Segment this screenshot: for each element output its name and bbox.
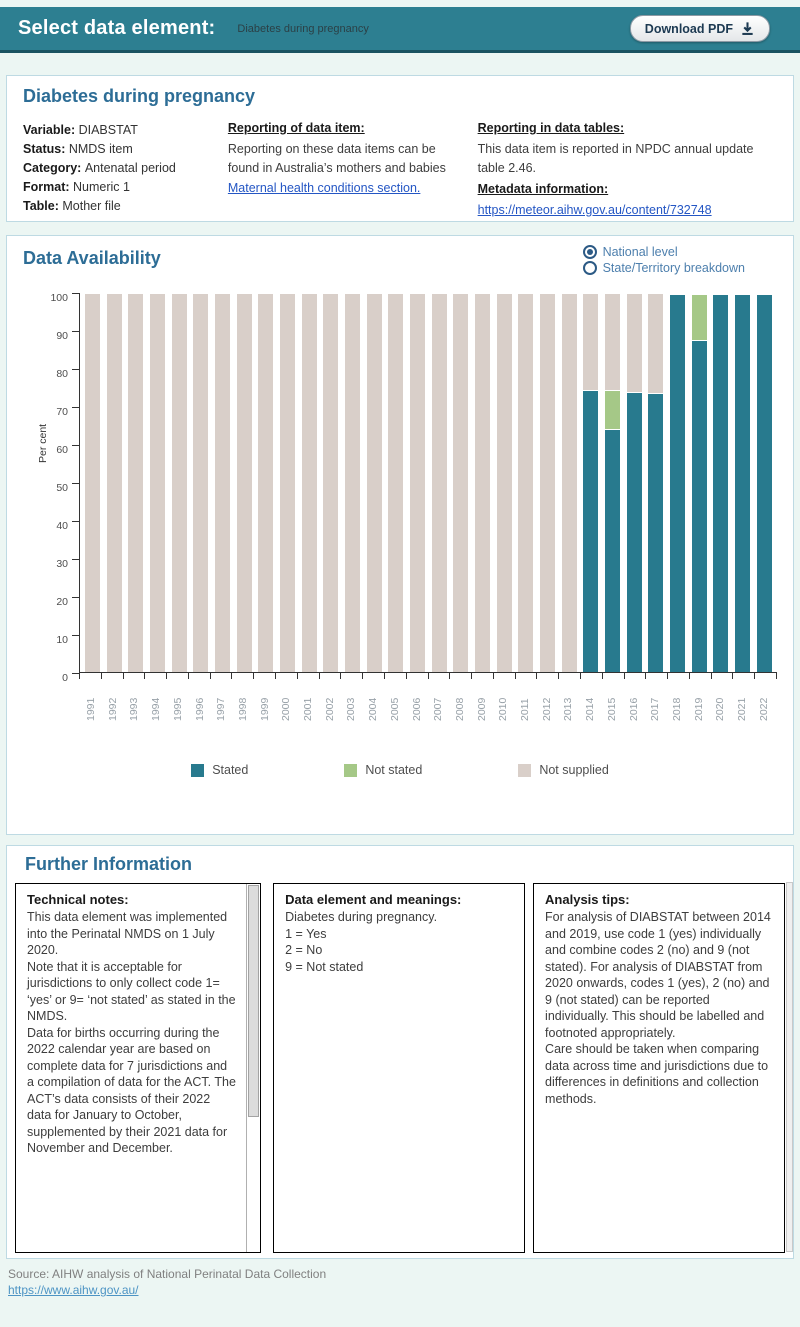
reporting-item-heading: Reporting of data item: bbox=[227, 121, 365, 135]
data-availability-panel bbox=[6, 235, 794, 835]
field-row bbox=[23, 140, 228, 159]
availability-chart bbox=[23, 293, 777, 777]
x-tick-label: 2002 bbox=[323, 697, 336, 721]
y-tick bbox=[72, 407, 79, 408]
x-tick-label: 2020 bbox=[714, 697, 727, 721]
bar-2008[interactable] bbox=[453, 293, 468, 672]
y-tick bbox=[72, 331, 79, 332]
segment-not-supplied bbox=[172, 293, 187, 672]
segment-not-supplied bbox=[150, 293, 165, 672]
segment-not-supplied bbox=[367, 293, 382, 672]
field-label: Format: bbox=[23, 180, 73, 194]
segment-stated bbox=[670, 294, 685, 672]
y-tick bbox=[72, 559, 79, 560]
bar-2018[interactable] bbox=[670, 293, 685, 672]
technical-notes-box[interactable] bbox=[15, 883, 261, 1253]
radio-state-territory[interactable] bbox=[583, 261, 745, 275]
x-tick bbox=[406, 673, 407, 679]
bar-2009[interactable] bbox=[475, 293, 490, 672]
y-tick-label: 20 bbox=[56, 596, 68, 608]
bar-2019[interactable] bbox=[692, 293, 707, 672]
x-tick-label: 2011 bbox=[519, 698, 532, 721]
x-tick bbox=[624, 673, 625, 679]
bar-2016[interactable] bbox=[627, 293, 642, 672]
bar-1999[interactable] bbox=[258, 293, 273, 672]
y-tick bbox=[72, 369, 79, 370]
x-axis-labels bbox=[79, 679, 777, 725]
bar-2000[interactable] bbox=[280, 293, 295, 672]
segment-not-supplied bbox=[237, 293, 252, 672]
y-tick bbox=[72, 673, 79, 674]
legend-swatch bbox=[344, 764, 357, 777]
bar-2002[interactable] bbox=[323, 293, 338, 672]
field-value: NMDS item bbox=[68, 142, 133, 156]
y-tick-label: 0 bbox=[62, 672, 68, 684]
segment-not-supplied bbox=[605, 293, 620, 390]
segment-not-stated bbox=[605, 390, 620, 430]
field-value: DIABSTAT bbox=[78, 123, 138, 137]
x-tick bbox=[667, 673, 668, 679]
segment-not-supplied bbox=[410, 293, 425, 672]
further-information-panel bbox=[6, 845, 794, 1259]
bar-2014[interactable] bbox=[583, 293, 598, 672]
segment-not-supplied bbox=[518, 293, 533, 672]
x-tick bbox=[449, 673, 450, 679]
radio-label: National level bbox=[602, 245, 678, 259]
panel-scrollbar[interactable] bbox=[786, 882, 793, 1252]
bar-1995[interactable] bbox=[172, 293, 187, 672]
data-element-panel bbox=[6, 75, 794, 222]
x-tick-label: 2015 bbox=[605, 697, 618, 721]
segment-not-supplied bbox=[280, 293, 295, 672]
x-tick-label: 2021 bbox=[736, 697, 749, 721]
segment-not-supplied bbox=[107, 293, 122, 672]
x-tick bbox=[144, 673, 145, 679]
bar-2017[interactable] bbox=[648, 293, 663, 672]
reporting-tables-heading: Reporting in data tables: bbox=[477, 121, 625, 135]
segment-stated bbox=[605, 429, 620, 672]
radio-circle[interactable] bbox=[583, 245, 597, 259]
y-tick-label: 100 bbox=[50, 292, 68, 304]
segment-not-supplied bbox=[475, 293, 490, 672]
data-element-meanings-box[interactable] bbox=[273, 883, 525, 1253]
x-tick bbox=[493, 673, 494, 679]
y-tick bbox=[72, 293, 79, 294]
x-tick-label: 1995 bbox=[171, 697, 184, 721]
x-tick-label: 2014 bbox=[584, 697, 597, 721]
element-title: Diabetes during pregnancy bbox=[23, 86, 256, 106]
x-tick-label: 1998 bbox=[236, 697, 249, 721]
field-row bbox=[23, 197, 228, 216]
field-label: Status: bbox=[23, 142, 69, 156]
reporting-in-data-tables bbox=[471, 121, 777, 219]
x-tick bbox=[776, 673, 777, 679]
segment-not-supplied bbox=[583, 293, 598, 390]
level-radio-group bbox=[583, 245, 745, 277]
segment-stated bbox=[583, 390, 598, 672]
y-axis-title: Per cent bbox=[37, 423, 49, 463]
y-tick-label: 70 bbox=[56, 406, 68, 418]
bar-1996[interactable] bbox=[193, 293, 208, 672]
x-tick-label: 2022 bbox=[757, 697, 770, 721]
segment-not-supplied bbox=[562, 293, 577, 672]
y-tick bbox=[72, 445, 79, 446]
x-tick bbox=[471, 673, 472, 679]
segment-stated bbox=[648, 393, 663, 672]
field-row bbox=[23, 159, 228, 178]
x-tick-label: 2005 bbox=[388, 697, 401, 721]
bar-2021[interactable] bbox=[735, 293, 750, 672]
x-tick bbox=[754, 673, 755, 679]
aihw-link[interactable]: https://www.aihw.gov.au/ bbox=[8, 1283, 139, 1297]
field-row bbox=[23, 178, 228, 197]
maternal-health-link[interactable]: Maternal health conditions section. bbox=[227, 181, 421, 195]
reporting-of-data-item bbox=[228, 121, 471, 219]
x-tick bbox=[645, 673, 646, 679]
x-tick bbox=[384, 673, 385, 679]
source-text: Source: AIHW analysis of National Perinatal Data Collection bbox=[8, 1267, 327, 1281]
box-paragraph: For analysis of DIABSTAT between 2014 and 2019, use code 1 (yes) individually and combine codes 2 (no) and 9 (not stated). For analysis of DIABSTAT from 2020 onwards, codes 1 (yes), 2 (no) and 9 (not stated) can be reported individually. This should be labelled and footnoted appropriately. bbox=[545, 910, 771, 1040]
radio-label: State/Territory breakdown bbox=[602, 261, 745, 275]
bar-2001[interactable] bbox=[302, 293, 317, 672]
x-tick bbox=[319, 673, 320, 679]
segment-not-supplied bbox=[323, 293, 338, 672]
x-tick bbox=[362, 673, 363, 679]
analysis-tips-box[interactable] bbox=[533, 883, 785, 1253]
segment-not-supplied bbox=[85, 293, 100, 672]
x-tick-label: 2001 bbox=[302, 697, 315, 721]
radio-circle[interactable] bbox=[583, 261, 597, 275]
x-tick bbox=[515, 673, 516, 679]
x-tick bbox=[79, 673, 80, 679]
x-tick-label: 2019 bbox=[692, 697, 705, 721]
field-row bbox=[23, 121, 228, 140]
x-tick-label: 2004 bbox=[367, 697, 380, 721]
y-tick-label: 80 bbox=[56, 368, 68, 380]
bar-2020[interactable] bbox=[713, 293, 728, 672]
segment-not-supplied bbox=[540, 293, 555, 672]
x-tick bbox=[732, 673, 733, 679]
bar-2003[interactable] bbox=[345, 293, 360, 672]
x-tick-label: 1996 bbox=[193, 697, 206, 721]
analysis-tips-box-heading: Analysis tips: bbox=[545, 892, 630, 907]
segment-not-supplied bbox=[193, 293, 208, 672]
x-tick bbox=[297, 673, 298, 679]
box-paragraph: 9 = Not stated bbox=[285, 959, 364, 974]
x-tick bbox=[101, 673, 102, 679]
legend-swatch bbox=[518, 764, 531, 777]
segment-stated bbox=[713, 294, 728, 672]
legend-label: Stated bbox=[212, 763, 249, 777]
bar-1993[interactable] bbox=[128, 293, 143, 672]
y-tick bbox=[72, 483, 79, 484]
metadata-link[interactable]: https://meteor.aihw.gov.au/content/732748 bbox=[477, 203, 712, 217]
segment-not-supplied bbox=[128, 293, 143, 672]
chart-legend bbox=[23, 763, 777, 777]
y-tick-label: 30 bbox=[56, 558, 68, 570]
plot-area bbox=[79, 293, 777, 673]
technical-notes-scrollbar[interactable] bbox=[246, 884, 260, 1252]
legend-label: Not supplied bbox=[539, 763, 609, 777]
further-info-title: Further Information bbox=[25, 854, 192, 874]
x-tick-label: 1991 bbox=[85, 697, 97, 721]
x-tick bbox=[602, 673, 603, 679]
segment-not-supplied bbox=[432, 293, 447, 672]
segment-not-stated bbox=[692, 294, 707, 340]
x-tick bbox=[428, 673, 429, 679]
x-tick-label: 2013 bbox=[562, 697, 575, 721]
x-tick bbox=[231, 673, 232, 679]
y-tick-label: 50 bbox=[56, 482, 68, 494]
x-tick-label: 2016 bbox=[627, 697, 640, 721]
scrollbar-thumb[interactable] bbox=[248, 885, 259, 1117]
x-tick-label: 1993 bbox=[128, 697, 141, 721]
bar-2004[interactable] bbox=[367, 293, 382, 672]
field-value: Antenatal period bbox=[84, 161, 176, 175]
x-tick bbox=[536, 673, 537, 679]
field-value: Numeric 1 bbox=[73, 180, 130, 194]
segment-not-supplied bbox=[648, 293, 663, 393]
selected-data-element: Diabetes during pregnancy bbox=[237, 22, 369, 35]
bar-2022[interactable] bbox=[757, 293, 772, 672]
segment-stated bbox=[757, 294, 772, 672]
x-tick bbox=[340, 673, 341, 679]
legend-swatch bbox=[191, 764, 204, 777]
x-tick bbox=[689, 673, 690, 679]
x-tick-label: 2010 bbox=[497, 697, 510, 721]
segment-not-supplied bbox=[388, 293, 403, 672]
segment-not-supplied bbox=[497, 293, 512, 672]
legend-item-stated[interactable] bbox=[191, 763, 248, 777]
legend-item-not-supplied[interactable] bbox=[518, 763, 609, 777]
x-tick bbox=[123, 673, 124, 679]
bar-2007[interactable] bbox=[432, 293, 447, 672]
y-tick-label: 60 bbox=[56, 444, 68, 456]
x-tick-label: 2009 bbox=[475, 697, 488, 721]
y-tick bbox=[72, 521, 79, 522]
x-tick bbox=[275, 673, 276, 679]
x-tick bbox=[711, 673, 712, 679]
bar-2005[interactable] bbox=[388, 293, 403, 672]
segment-stated bbox=[692, 340, 707, 673]
segment-stated bbox=[627, 392, 642, 672]
x-tick-label: 2012 bbox=[540, 697, 553, 721]
availability-title: Data Availability bbox=[23, 248, 161, 268]
field-label: Variable: bbox=[23, 123, 79, 137]
download-pdf-button[interactable] bbox=[630, 15, 770, 42]
box-paragraph: Note that it is acceptable for jurisdictions to only collect code 1= ‘yes’ or 9= ‘not stated’ as stated in the NMDS. bbox=[27, 959, 236, 1023]
bar-1991[interactable] bbox=[85, 293, 100, 672]
y-tick-label: 10 bbox=[56, 634, 68, 646]
x-tick bbox=[166, 673, 167, 679]
x-tick-label: 1992 bbox=[106, 697, 119, 721]
legend-item-not-stated[interactable] bbox=[344, 763, 422, 777]
segment-not-supplied bbox=[627, 293, 642, 392]
element-fields bbox=[23, 121, 228, 219]
field-label: Table: bbox=[23, 199, 63, 213]
info-boxes bbox=[15, 883, 785, 1253]
x-tick bbox=[253, 673, 254, 679]
bar-2006[interactable] bbox=[410, 293, 425, 672]
x-tick-label: 2006 bbox=[410, 697, 423, 721]
box-paragraph: Diabetes during pregnancy. bbox=[285, 910, 438, 924]
radio-national-level[interactable] bbox=[583, 245, 745, 259]
y-tick bbox=[72, 635, 79, 636]
bar-2010[interactable] bbox=[497, 293, 512, 672]
box-paragraph: This data element was implemented into the Perinatal NMDS on 1 July 2020. bbox=[27, 910, 228, 957]
segment-not-supplied bbox=[215, 293, 230, 672]
download-pdf-label: Download PDF bbox=[644, 21, 733, 36]
bar-2013[interactable] bbox=[562, 293, 577, 672]
reporting-tables-text: This data item is reported in NPDC annual update table 2.46. bbox=[477, 142, 754, 175]
bar-2015[interactable] bbox=[605, 293, 620, 672]
bar-1998[interactable] bbox=[237, 293, 252, 672]
x-tick-label: 2018 bbox=[670, 697, 683, 721]
box-paragraph: Care should be taken when comparing data across time and jurisdictions due to differences in definitions and collection methods. bbox=[545, 1042, 769, 1106]
download-icon bbox=[740, 21, 755, 36]
x-tick-label: 1997 bbox=[215, 697, 228, 721]
segment-not-supplied bbox=[345, 293, 360, 672]
reporting-item-text: Reporting on these data items can be found in Australia’s mothers and babies bbox=[227, 142, 446, 175]
technical-notes-box-heading: Technical notes: bbox=[27, 892, 129, 907]
data-element-meanings-box-heading: Data element and meanings: bbox=[285, 892, 462, 907]
header-bar bbox=[0, 7, 800, 53]
box-paragraph: 1 = Yes bbox=[285, 926, 327, 941]
segment-not-supplied bbox=[453, 293, 468, 672]
footer bbox=[8, 1267, 800, 1299]
x-tick-label: 2007 bbox=[432, 697, 445, 721]
field-value: Mother file bbox=[62, 199, 121, 213]
x-tick bbox=[210, 673, 211, 679]
segment-stated bbox=[735, 294, 750, 672]
bar-2011[interactable] bbox=[518, 293, 533, 672]
box-paragraph: 2 = No bbox=[285, 943, 323, 957]
metadata-heading: Metadata information: bbox=[477, 182, 609, 196]
x-tick-label: 2003 bbox=[345, 697, 358, 721]
box-paragraph: Data for births occurring during the 2022 calendar year are based on complete data for 7 jurisdictions and a compilation of data for the ACT. The ACT’s data consists of their 2022 data for January to October, supplemented by their 2021 data for November and December. bbox=[27, 1025, 236, 1155]
bar-1994[interactable] bbox=[150, 293, 165, 672]
y-tick-label: 40 bbox=[56, 520, 68, 532]
bar-2012[interactable] bbox=[540, 293, 555, 672]
segment-not-supplied bbox=[258, 293, 273, 672]
segment-not-supplied bbox=[302, 293, 317, 672]
x-tick bbox=[558, 673, 559, 679]
x-tick-label: 1999 bbox=[258, 697, 271, 721]
x-tick-label: 2000 bbox=[280, 697, 293, 721]
field-label: Category: bbox=[23, 161, 85, 175]
y-axis bbox=[50, 292, 79, 684]
legend-label: Not stated bbox=[365, 763, 423, 777]
x-tick-label: 2017 bbox=[649, 697, 662, 721]
x-tick bbox=[580, 673, 581, 679]
x-tick bbox=[188, 673, 189, 679]
y-tick bbox=[72, 597, 79, 598]
bar-1992[interactable] bbox=[107, 293, 122, 672]
y-tick-label: 90 bbox=[56, 330, 68, 342]
x-tick-label: 2008 bbox=[453, 697, 466, 721]
bar-1997[interactable] bbox=[215, 293, 230, 672]
page-title: Select data element: bbox=[18, 17, 216, 39]
x-tick-label: 1994 bbox=[150, 697, 163, 721]
